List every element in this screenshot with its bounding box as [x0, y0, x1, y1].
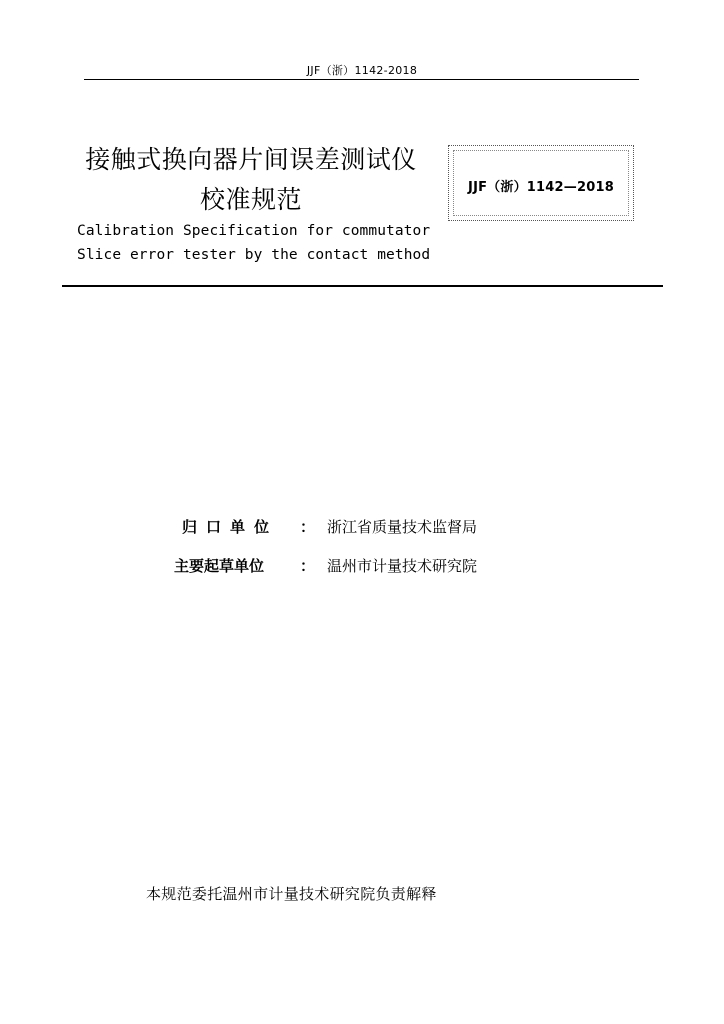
drafting-unit-value: 温州市计量技术研究院	[327, 557, 478, 575]
english-title	[77, 219, 431, 267]
header-rule	[84, 79, 639, 80]
specification-code-box	[448, 145, 634, 221]
chinese-title-line-2: 校准规范	[199, 185, 302, 214]
title-divider	[62, 285, 663, 287]
responsible-unit-label: 归口单位	[182, 518, 279, 536]
drafting-unit-row	[0, 555, 724, 579]
responsible-unit-row	[0, 516, 724, 540]
chinese-title-line-1: 接触式换向器片间误差测试仪	[85, 145, 417, 174]
english-title-line-2: Slice error tester by the contact method	[77, 247, 431, 263]
drafting-unit-label: 主要起草单位	[174, 557, 265, 575]
drafting-unit-colon: ：	[300, 557, 316, 575]
interpretation-note: 本规范委托温州市计量技术研究院负责解释	[146, 885, 437, 903]
chinese-title	[66, 140, 436, 220]
specification-code: JJF（浙）1142—2018	[468, 180, 614, 195]
responsible-unit-colon: ：	[300, 518, 316, 536]
english-title-line-1: Calibration Specification for commutator	[77, 223, 431, 239]
running-header: JJF（浙）1142-2018	[306, 64, 418, 77]
responsible-unit-value: 浙江省质量技术监督局	[327, 518, 478, 536]
